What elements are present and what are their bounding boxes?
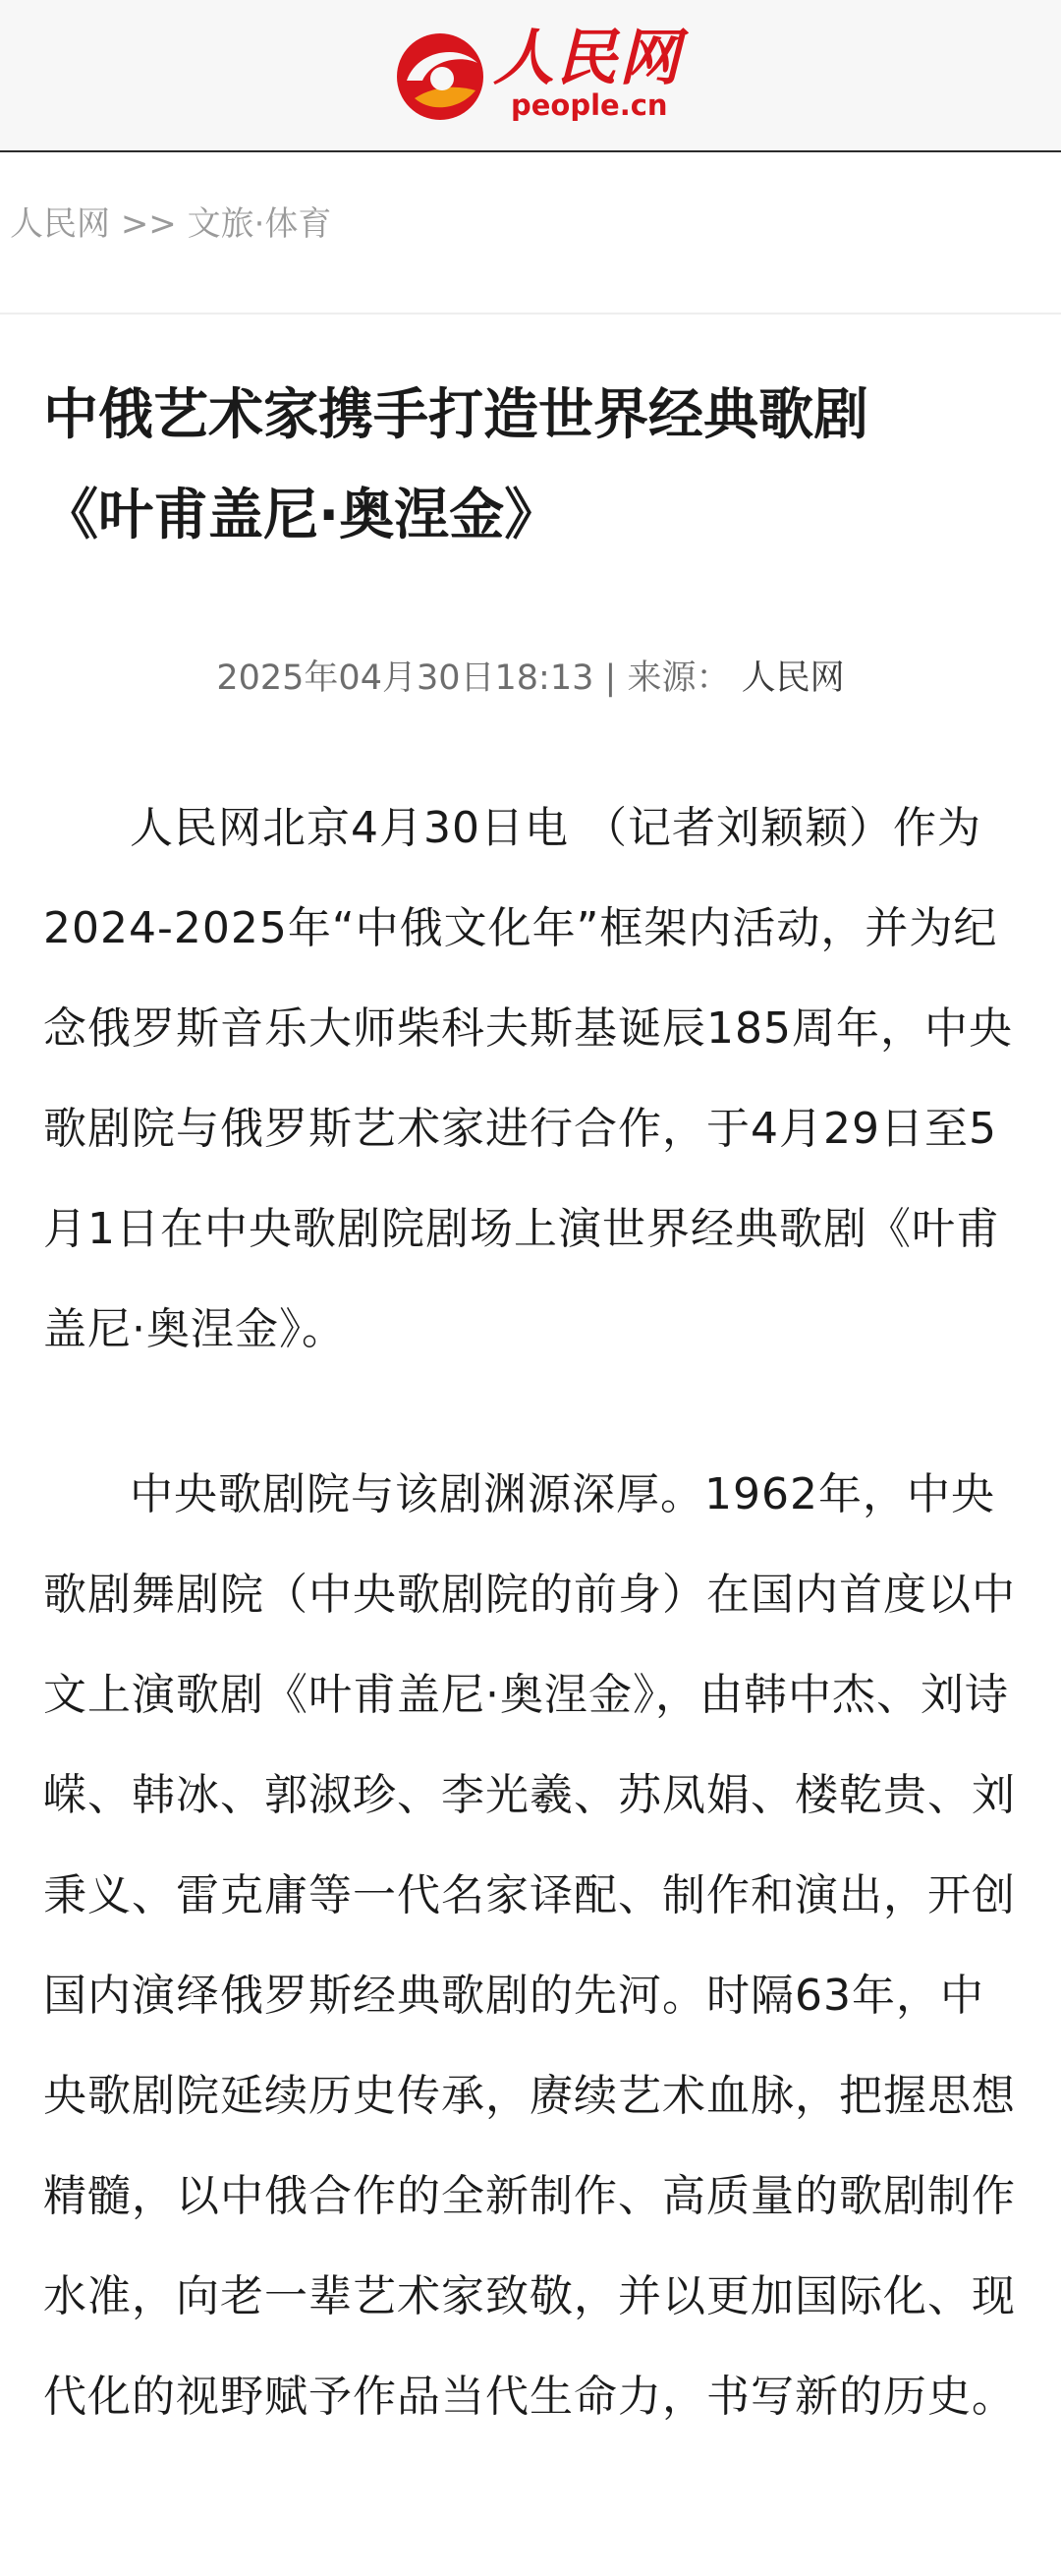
article-title-line1: 中俄艺术家携手打造世界经典歌剧 <box>43 383 868 447</box>
people-logo[interactable] <box>393 22 688 130</box>
article-paragraph-2: 中央歌剧院与该剧渊源深厚。1962年，中央歌剧舞剧院（中央歌剧院的前身）在国内首度以中文上演歌剧《叶甫盖尼·奥涅金》，由韩中杰、刘诗嵘、韩冰、郭淑珍、李光羲、苏凤娟、楼乾贵、刘秉义、雷克庸等一代名家译配、制作和演出，开创国内演绎俄罗斯经典歌剧的先河。时隔63年，中央歌剧院延续历史传承，赓续艺术血脉，把握思想精髓，以中俄合作的全新制作、高质量的歌剧制作水准，向老一辈艺术家致敬，并以更加国际化、现代化的视野赋予作品当代生命力，书写新的历史。 <box>43 1469 1016 2422</box>
article-meta <box>0 657 1061 700</box>
meta-separator: | <box>604 658 617 698</box>
breadcrumb-divider <box>0 313 1061 315</box>
breadcrumb-home-link[interactable]: 人民网 <box>10 204 110 244</box>
site-header <box>0 0 1061 152</box>
logo-domain: people.cn <box>511 88 668 122</box>
breadcrumb <box>10 204 331 244</box>
people-logo-icon <box>393 29 487 124</box>
source-label: 来源： <box>627 658 731 698</box>
publish-datetime: 2025年04月30日18:13 <box>216 658 594 698</box>
logo-text: 人民网 <box>493 22 683 93</box>
source-link[interactable]: 人民网 <box>741 658 845 698</box>
article-paragraph-1: 人民网北京4月30日电 （记者刘颖颖）作为2024-2025年“中俄文化年”框架内活动，并为纪念俄罗斯音乐大师柴科夫斯基诞辰185周年，中央歌剧院与俄罗斯艺术家进行合作，于4月29日至5月1日在中央歌剧院剧场上演世界经典歌剧《叶甫盖尼·奥涅金》。 <box>43 803 1013 1354</box>
article-title <box>43 366 1026 566</box>
breadcrumb-section-link[interactable]: 文旅·体育 <box>187 204 332 244</box>
breadcrumb-separator: >> <box>120 204 177 244</box>
article-title-line2: 《叶甫盖尼·奥涅金》 <box>43 484 560 547</box>
